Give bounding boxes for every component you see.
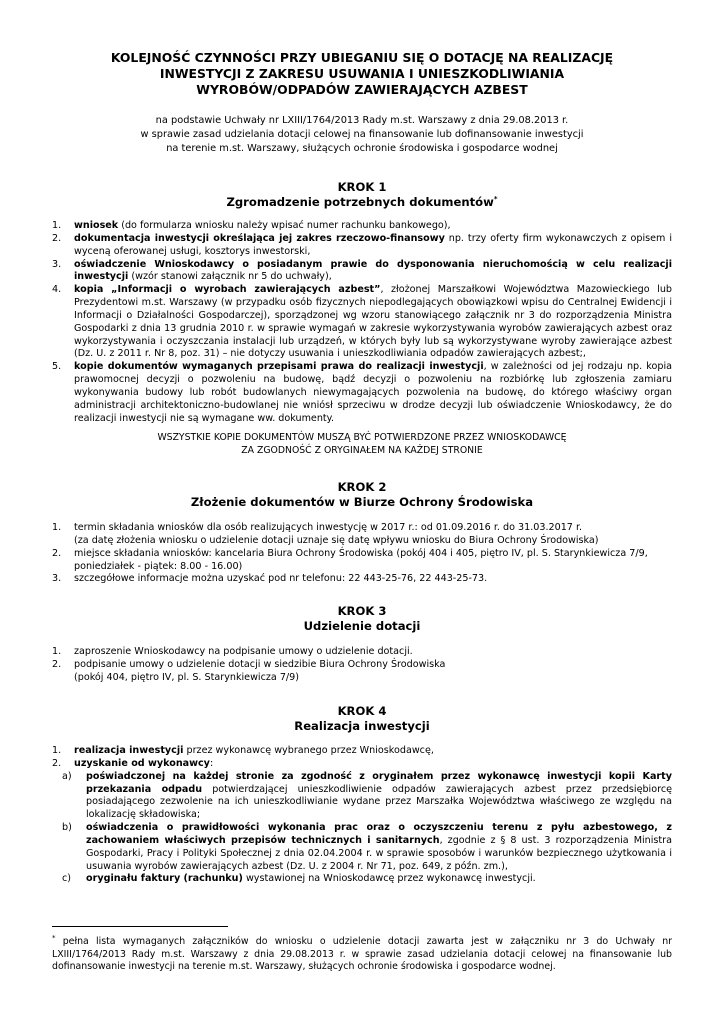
step1-label: KROK 1 [337,180,387,194]
list-item: 3. szczegółowe informacje można uzyskać pod nr telefonu: 22 443-25-76, 22 443-25-73. [52,573,488,585]
step4-list [52,745,672,886]
step4-heading [60,704,664,735]
list-item: 2. dokumentacja inwestycji określająca jej zakres rzeczowo-finansowy np. trzy oferty firm wykonawczych z opisem i wyceną oferowanej usługi, kosztorys inwestorski, [52,232,673,257]
list-item: 1. termin składania wniosków dla osób realizujących inwestycję w 2017 r.: od 01.09.2016 r. do 31.03.2017 r. (za datę złożenia wniosku o udzielenie dotacji uznaje się datę wpływu wniosku do Biura Ochrony Środowiska) [52,522,599,546]
list-item: 1. wniosek (do formularza wniosku należy wpisać numer rachunku bankowego), [52,220,451,231]
step2-title: Złożenie dokumentów w Biurze Ochrony Środowiska [190,495,534,510]
step4-label: KROK 4 [337,704,387,718]
step3-heading [60,604,664,635]
footnote: * pełna lista wymaganych załączników do wniosku o udzielenie dotacji zawarta jest w załączniku nr 3 do Uchwały nr LXIII/1764/2013 Rady m.st. Warszawy z dnia 29.08.2013 r. w sprawie zasad udzielania dotacji celowej na finansowanie lub dofinansowanie inwestycji na terenie m.st. Warszawy, służących ochronie środowiska i gospodarce wodnej. [52,934,672,973]
subtitle-line: na podstawie Uchwały nr LXIII/1764/2013 Rady m.st. Warszawy z dnia 29.08.2013 r. [155,115,569,126]
list-item: 4. kopia „Informacji o wyrobach zawierających azbest”, złożonej Marszałkowi Województwa Mazowieckiego lub Prezydentowi m.st. Warszawy (w przypadku osób fizycznych niepodlegających obowiązkowi wpisu do Centralnej Ewidencji i Informacji o Działalności Gospodarczej), sporządzonej wg wzoru stanowiącego załącznik nr 3 do rozporządzenia Ministra Gospodarki z dnia 13 grudnia 2010 r. w sprawie wymagań w zakresie wykorzystywania wyrobów zawierających azbest oraz wykorzystywania i oczyszczania instalacji lub urządzeń, w których były lub są wykorzystywane wyroby zawierające azbest (Dz. U. z 2011 r. Nr 8, poz. 31) – nie dotyczy usuwania i unieszkodliwiania odpadów zawierających azbest;, [52,284,672,360]
title-line: WYROBÓW/ODPADÓW ZAWIERAJĄCYCH AZBEST [196,82,528,98]
footnote-mark: * [52,934,56,942]
list-item: 2. miejsce składania wniosków: kancelaria Biura Ochrony Środowiska (pokój 404 i 405, piętro IV, pl. S. Starynkiewicza 7/9, poniedziałek - piątek: 8.00 - 16.00) [52,547,648,572]
notice-line: WSZYSTKIE KOPIE DOKUMENTÓW MUSZĄ BYĆ POTWIERDZONE PRZEZ WNIOSKODAWCĘ [157,432,567,443]
step2-heading [60,480,664,511]
subtitle-line: w sprawie zasad udzielania dotacji celowej na finansowanie lub dofinansowanie inwestycji [140,128,584,140]
step1-list [52,220,672,426]
step4-sublist [52,771,672,887]
list-item: 1. realizacja inwestycji przez wykonawcę wybranego przez Wnioskodawcę, [52,745,434,756]
step2-list [52,522,672,586]
step3-title: Udzielenie dotacji [303,619,421,634]
list-item: 5. kopie dokumentów wymaganych przepisami prawa do realizacji inwestycji, w zależności od jej rodzaju np. kopia prawomocnej decyzji o pozwoleniu na budowę, bądź decyzji o pozwoleniu na rozbiórkę lub zgłoszenia zamiaru wykonywania budowy lub robót budowlanych niewymagających pozwolenia na budowę, do którego właściwy organ administracji architektoniczno-budowlanej nie wniósł sprzeciwu w drodze decyzji lub oświadczenie Wnioskodawcy, że do realizacji inwestycji nie są wymagane ww. dokumenty. [52,361,672,424]
list-item: 2. podpisanie umowy o udzielenie dotacji w siedzibie Biura Ochrony Środowiska (pokój 404, piętro IV, pl. S. Starynkiewicza 7/9) [52,658,446,683]
document-title [60,50,664,98]
step3-list [52,646,672,685]
step4-title: Realizacja inwestycji [294,719,430,734]
title-line: INWESTYCJI Z ZAKRESU USUWANIA I UNIESZKODLIWIANIA [159,66,565,82]
step2-label: KROK 2 [337,480,387,494]
footnote-mark: * [493,195,498,204]
sub-list-item: c) oryginału faktury (rachunku) wystawionej na Wnioskodawcę przez wykonawcę inwestycji. [62,873,536,885]
title-line: KOLEJNOŚĆ CZYNNOŚCI PRZY UBIEGANIU SIĘ O DOTACJĘ NA REALIZACJĘ [110,50,614,65]
sub-list-item: a) poświadczonej na każdej stronie za zgodność z oryginałem przez wykonawcę inwestycji kopii Karty przekazania odpadu potwierdzającej unieszkodliwienie odpadów zawierających azbest przez przedsiębiorcę posiadającego zezwolenie na ich unieszkodliwianie wydane przez Marszałka Województwa właściwego ze względu na lokalizację składowiska; [62,770,673,821]
step1-heading [60,180,664,211]
footnote-divider [52,926,228,927]
sub-list-item: b) oświadczenia o prawidłowości wykonania prac oraz o oczyszczeniu terenu z pyłu azbestowego, z zachowaniem właściwych przepisów technicznych i sanitarnych, zgodnie z § 8 ust. 3 rozporządzenia Ministra Gospodarki, Pracy i Polityki Społecznej z dnia 02.04.2004 r. w sprawie sposobów i warunków bezpiecznego użytkowania i usuwania wyrobów zawierających azbest (Dz. U. z 2004 r. Nr 71, poz. 649, z późn. zm.), [62,822,672,872]
notice-line: ZA ZGODNOŚĆ Z ORYGINAŁEM NA KAŻDEJ STRONIE [241,444,483,456]
list-item: 2. uzyskanie od wykonawcy: a) poświadczonej na każdej stronie za zgodność z oryginałem przez wykonawcę inwestycji kopii Karty przekazania odpadu potwierdzającej unieszkodliwienie odpadów zawierających azbest przez przedsiębiorcę posiadającego zezwolenie na ich unieszkodliwianie wydane przez Marszałka Województwa właściwego ze względu na lokalizację składowiska; b) oświadczenia o prawidłowości wykonania prac oraz o oczyszczeniu terenu z pyłu azbestowego, z zachowaniem właściwych przepisów technicznych i sanitarnych, zgodnie z § 8 ust. 3 rozporządzenia Ministra Gospodarki, Pracy i Polityki Społecznej z dnia 02.04.2004 r. w sprawie sposobów i warunków bezpiecznego użytkowania i usuwania wyrobów zawierających azbest (Dz. U. z 2004 r. Nr 71, poz. 649, z późn. zm.), c) oryginału faktury (rachunku) wystawionej na Wnioskodawcę przez wykonawcę inwestycji. [52,757,673,885]
document-subtitle [60,114,664,156]
step3-label: KROK 3 [337,604,387,618]
list-item: 3. oświadczenie Wnioskodawcy o posiadanym prawie do dysponowania nieruchomością w celu realizacji inwestycji (wzór stanowi załącznik nr 5 do uchwały), [52,258,672,283]
step1-title: Zgromadzenie potrzebnych dokumentów* [226,195,498,210]
subtitle-line: na terenie m.st. Warszawy, służących ochronie środowiska i gospodarce wodnej [166,142,558,154]
list-item: 1. zaproszenie Wnioskodawcy na podpisanie umowy o udzielenie dotacji. [52,646,413,657]
copies-notice [60,432,664,457]
